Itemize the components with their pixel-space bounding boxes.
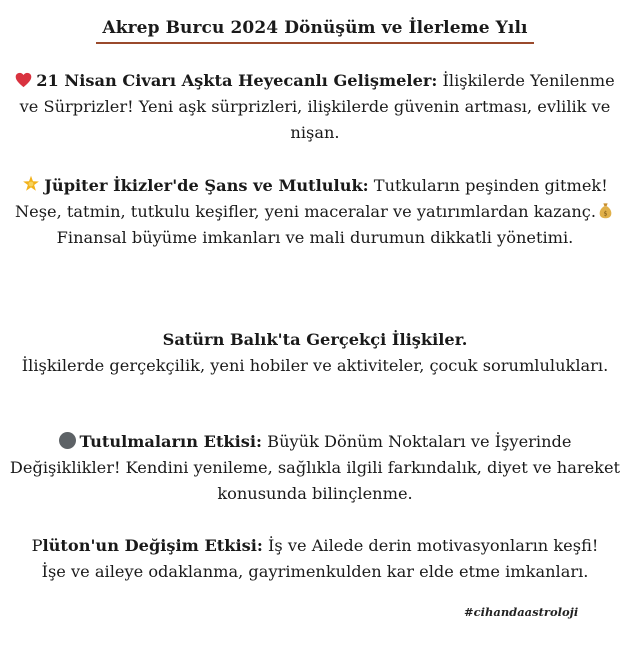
money-bag-icon <box>598 202 613 219</box>
section-text-2: İşe ve aileye odaklanma, gayrimenkulden kar elde etme imkanları. <box>41 562 589 581</box>
section-saturn <box>8 327 622 379</box>
section-text: İlişkilerde Yenilenme ve Sürprizler! Yeni aşk sürprizleri, ilişkilerde güvenin artması, evlilik ve nişan. <box>19 71 615 142</box>
svg-text:$: $ <box>603 209 608 218</box>
section-text: İş ve Ailede derin motivasyonların keşfi! <box>262 536 599 555</box>
section-jupiter <box>8 173 622 251</box>
section-heading: 21 Nisan Civarı Aşkta Heyecanlı Gelişmeler: <box>36 71 438 90</box>
section-heading: Tutulmaların Etkisi: <box>79 432 263 451</box>
section-text: Büyük Dönüm Noktaları ve İşyerinde Değişiklikler! Kendini yenileme, sağlıkla ilgili farkındalık, diyet ve hareket konusunda bilinçlenme. <box>9 432 621 503</box>
section-love <box>8 68 622 146</box>
section-text-2: Neşe, tatmin, tutkulu keşifler, yeni maceralar ve yatırımlardan kazanç. <box>14 202 596 221</box>
section-eclipses <box>8 429 622 507</box>
section-text: Tutkuların peşinden gitmek! <box>368 176 608 195</box>
section-pluto <box>8 533 622 585</box>
dark-circle-icon <box>59 432 76 449</box>
page-title: Akrep Burcu 2024 Dönüşüm ve İlerleme Yılı <box>96 18 533 44</box>
section-heading-prefix: P <box>31 536 43 555</box>
star-icon <box>22 175 40 193</box>
title-container <box>0 18 630 44</box>
section-text: İlişkilerde gerçekçilik, yeni hobiler ve aktiviteler, çocuk sorumlulukları. <box>21 356 609 375</box>
section-heading: Satürn Balık'ta Gerçekçi İlişkiler. <box>162 330 468 349</box>
section-heading: Jüpiter İkizler'de Şans ve Mutluluk: <box>44 176 369 195</box>
section-text-3: Finansal büyüme imkanları ve mali durumun dikkatli yönetimi. <box>56 228 574 247</box>
hashtag-watermark: #cihandaastroloji <box>464 605 579 619</box>
section-heading: lüton'un Değişim Etkisi: <box>42 536 263 555</box>
heart-icon <box>15 72 32 88</box>
